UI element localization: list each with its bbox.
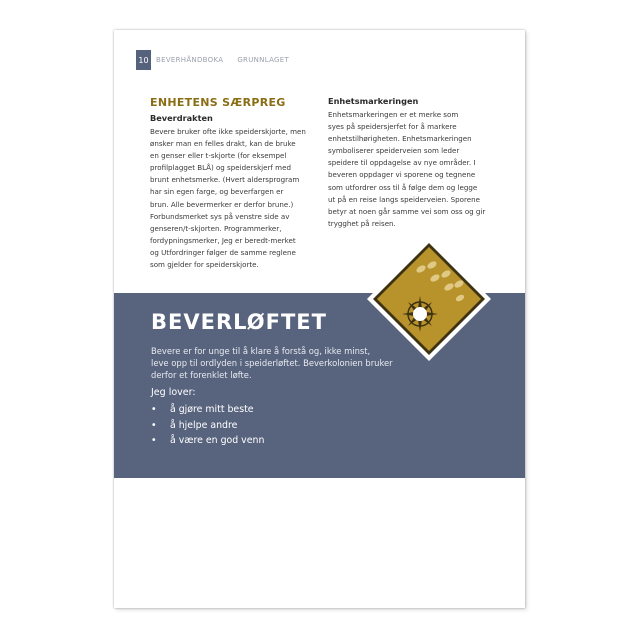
text-line: Bevere bruker ofte ikke speiderskjorte, men [150, 127, 306, 136]
beaver-unit-badge-icon [366, 236, 492, 362]
text-line: fordypningsmerker, Jeg er beredt-merket [150, 235, 296, 245]
text-line: enhetstilhørigheten. Enhetsmarkeringen [328, 134, 472, 144]
section-title: GRUNNLAGET [237, 56, 290, 64]
section-heading: ENHETENS SÆRPREG [150, 96, 286, 109]
bullet-icon: • [151, 404, 157, 415]
text-line: som utfordrer oss til å følge dem og legge [328, 182, 478, 192]
text-line: speidere til oppdagelse av nye områder. I [328, 158, 476, 168]
text-line: og Utfordringer følger de samme reglene [150, 247, 296, 257]
page-number: 10 [136, 50, 151, 70]
left-column [150, 96, 315, 271]
bullet-icon: • [151, 435, 157, 446]
beverdrakten-text [150, 126, 315, 271]
text-line: symboliserer speiderveien som leder [328, 146, 460, 156]
book-title: BEVERHÅNDBOKA [156, 56, 224, 64]
text-line: som gjelder for speiderskjorte. [150, 260, 259, 270]
text-line: brun. Alle bevermerker er derfor brune.) [150, 199, 294, 209]
text-line: ut på en reise langs speiderveien. Sporene [328, 194, 480, 204]
text-line: syes på speidersjerfet for å markere [328, 122, 457, 132]
promise-item-text: å gjøre mitt beste [170, 404, 254, 415]
text-line: profilplagget BLÅ) og speiderskjerf med [150, 163, 291, 173]
enhetsmarkeringen-heading: Enhetsmarkeringen [328, 96, 419, 106]
promise-item [151, 402, 264, 418]
text-line: har sin egen farge, og beverfargen er [150, 187, 284, 197]
text-line: Forbundsmerket sys på venstre side av [150, 211, 290, 221]
text-line: Bevere er for unge til å klare å forstå og, ikke minst, [151, 346, 371, 356]
document-page [114, 30, 525, 608]
text-line: genseren/t-skjorten. Programmerker, [150, 223, 282, 233]
text-line: trygghet på reisen. [328, 218, 396, 228]
bullet-icon: • [151, 419, 157, 431]
band-title: BEVERLØFTET [151, 310, 327, 334]
promise-heading: Jeg lover: [151, 387, 196, 398]
promise-item-text: å være en god venn [170, 435, 265, 446]
page-header [136, 50, 289, 70]
text-line: beveren oppdager vi sporene og tegnene [328, 170, 476, 180]
promise-list [151, 402, 264, 449]
text-line: leve opp til ordlyden i speiderløftet. Beverkolonien bruker [151, 358, 393, 368]
text-line: betyr at noen går samme vei som oss og gir [328, 206, 486, 216]
text-line: brunt enhetsmerke. (Hvert aldersprogram [150, 175, 300, 185]
text-line: Enhetsmarkeringen er et merke som [328, 110, 459, 119]
promise-item [151, 433, 264, 449]
enhetsmarkeringen-text [328, 109, 498, 230]
promise-item-text: å hjelpe andre [170, 419, 238, 431]
text-line: en genser eller t-skjorte (for eksempel [150, 151, 287, 161]
beverdrakten-heading: Beverdrakten [150, 113, 213, 123]
text-line: derfor et forenklet løfte. [151, 370, 252, 380]
text-line: ønsker man en felles drakt, kan de bruke [150, 139, 296, 149]
right-column [328, 96, 498, 230]
promise-item [151, 418, 264, 434]
